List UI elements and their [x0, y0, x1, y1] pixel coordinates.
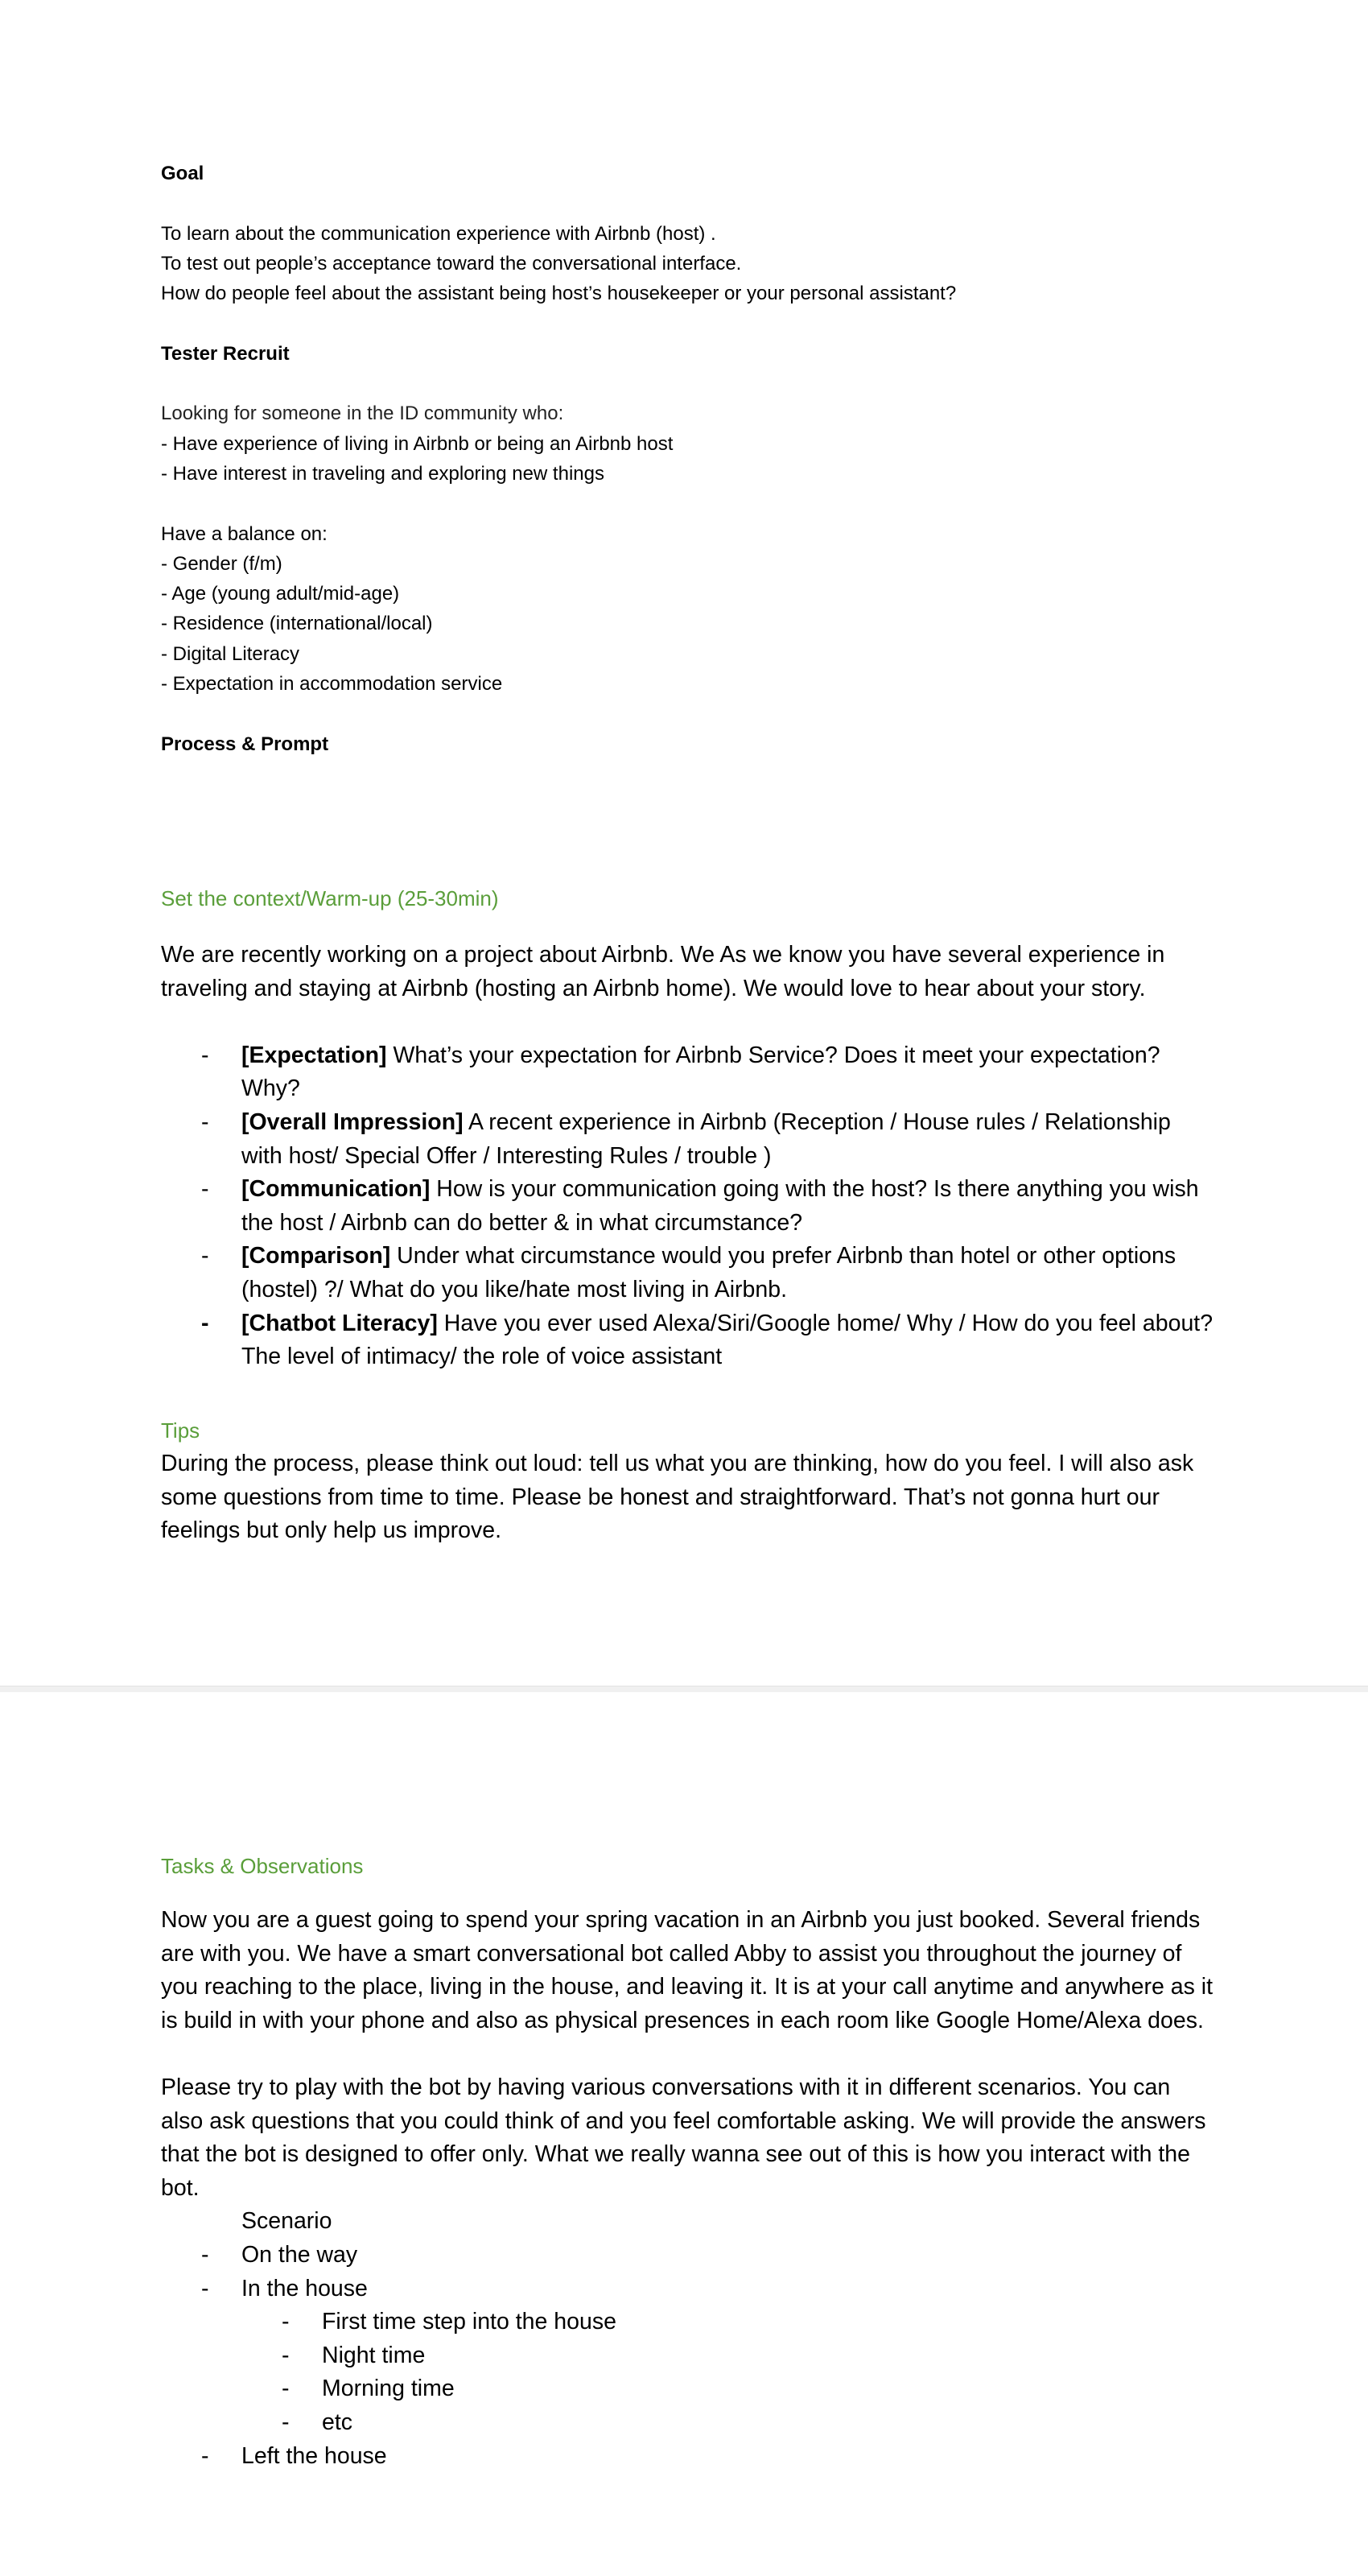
tasks-section	[161, 1850, 1215, 2473]
question-label: [Expectation]	[241, 1042, 387, 1068]
balance-item: - Expectation in accommodation service	[161, 673, 503, 696]
question-expectation	[161, 1039, 1215, 1106]
balance-item: - Residence (international/local)	[161, 613, 433, 635]
tips-heading: Tips	[161, 1418, 200, 1443]
question-text: How is your communication going with the host? Is there anything you wish the host / Airbnb can do better & in what circumstance?	[241, 1176, 1199, 1236]
tasks-paragraph: Please try to play with the bot by having various conversations with it in different scenarios. You can also ask questions that you could think of and you feel comfortable asking. We will provide the answers that the bot is designed to offer only. What we really wanna see out of this is how you interact with the bot.	[161, 2074, 1206, 2201]
question-label: [Chatbot Literacy]	[241, 1310, 438, 1336]
balance-item: - Gender (f/m)	[161, 552, 282, 575]
goal-line: How do people feel about the assistant being host’s housekeeper or your personal assistant?	[161, 283, 957, 305]
balance-item: - Age (young adult/mid-age)	[161, 583, 400, 605]
scenario-item: - In the house	[161, 2273, 1215, 2306]
question-label: [Communication]	[241, 1176, 431, 1203]
tester-criterion: - Have experience of living in Airbnb or being an Airbnb host	[161, 432, 674, 455]
scenario-sub-item: - First time step into the house	[161, 2306, 1215, 2339]
tips-text: During the process, please think out loud: tell us what you are thinking, how do you feel. I will also ask some questions from time to time. Please be honest and straightforward. That’s not gonna hurt our feelings but only help us improve.	[161, 1451, 1194, 1544]
warmup-heading: Set the context/Warm-up (25-30min)	[161, 886, 499, 910]
question-text: What’s your expectation for Airbnb Service? Does it meet your expectation? Why?	[241, 1042, 1160, 1102]
scenario-sub-item: - etc	[161, 2406, 1215, 2440]
goal-section	[161, 159, 1215, 759]
scenario-sub-list	[161, 2306, 1215, 2439]
question-overall-impression	[161, 1106, 1215, 1173]
scenario-label: Scenario	[241, 2208, 332, 2235]
scenario-sub-item: - Night time	[161, 2339, 1215, 2373]
question-text: Have you ever used Alexa/Siri/Google home/ Why / How do you feel about? The level of intimacy/ the role of voice assistant	[241, 1310, 1213, 1370]
process-heading: Process & Prompt	[161, 733, 329, 755]
warmup-question-list	[161, 1039, 1215, 1374]
document-page-2	[0, 1692, 1368, 2576]
question-label: [Comparison]	[241, 1243, 391, 1269]
scenario-list	[161, 2239, 1215, 2306]
tasks-paragraph: Now you are a guest going to spend your spring vacation in an Airbnb you just booked. Several friends are with you. We have a smart conversational bot called Abby to assist you throughout the journey of you reaching to the place, living in the house, and leaving it. It is at your call anytime and anywhere as it is build in with your phone and also as physical presences in each room like Google Home/Alexa does.	[161, 1907, 1213, 2033]
tester-heading: Tester Recruit	[161, 342, 290, 365]
question-chatbot-literacy	[161, 1307, 1215, 1374]
tester-intro: Looking for someone in the ID community who:	[161, 402, 564, 425]
question-text: Under what circumstance would you prefer Airbnb than hotel or other options (hostel) ?/ What do you like/hate most living in Airbnb.	[241, 1243, 1176, 1302]
balance-item: - Digital Literacy	[161, 642, 300, 665]
scenario-list-end	[161, 2440, 1215, 2474]
tips-section	[161, 1414, 1215, 1548]
goal-heading: Goal	[161, 163, 204, 184]
question-communication	[161, 1173, 1215, 1240]
goal-line: To test out people’s acceptance toward the conversational interface.	[161, 252, 742, 275]
question-text: A recent experience in Airbnb (Reception / House rules / Relationship with host/ Special Offer / Interesting Rules / trouble )	[241, 1108, 1171, 1169]
balance-intro: Have a balance on:	[161, 522, 328, 545]
tasks-heading: Tasks & Observations	[161, 1854, 364, 1878]
question-label: [Overall Impression]	[241, 1108, 464, 1135]
scenario-item: - On the way	[161, 2239, 1215, 2273]
goal-line: To learn about the communication experience with Airbnb (host) .	[161, 222, 716, 245]
warmup-intro: We are recently working on a project about Airbnb. We As we know you have several experience in traveling and staying at Airbnb (hosting an Airbnb home). We would love to hear about your story.	[161, 942, 1165, 1001]
warmup-section	[161, 882, 1215, 1374]
tester-criterion: - Have interest in traveling and exploring new things	[161, 462, 604, 485]
question-comparison	[161, 1240, 1215, 1307]
scenario-item: - Left the house	[161, 2440, 1215, 2474]
scenario-sub-item: - Morning time	[161, 2372, 1215, 2406]
